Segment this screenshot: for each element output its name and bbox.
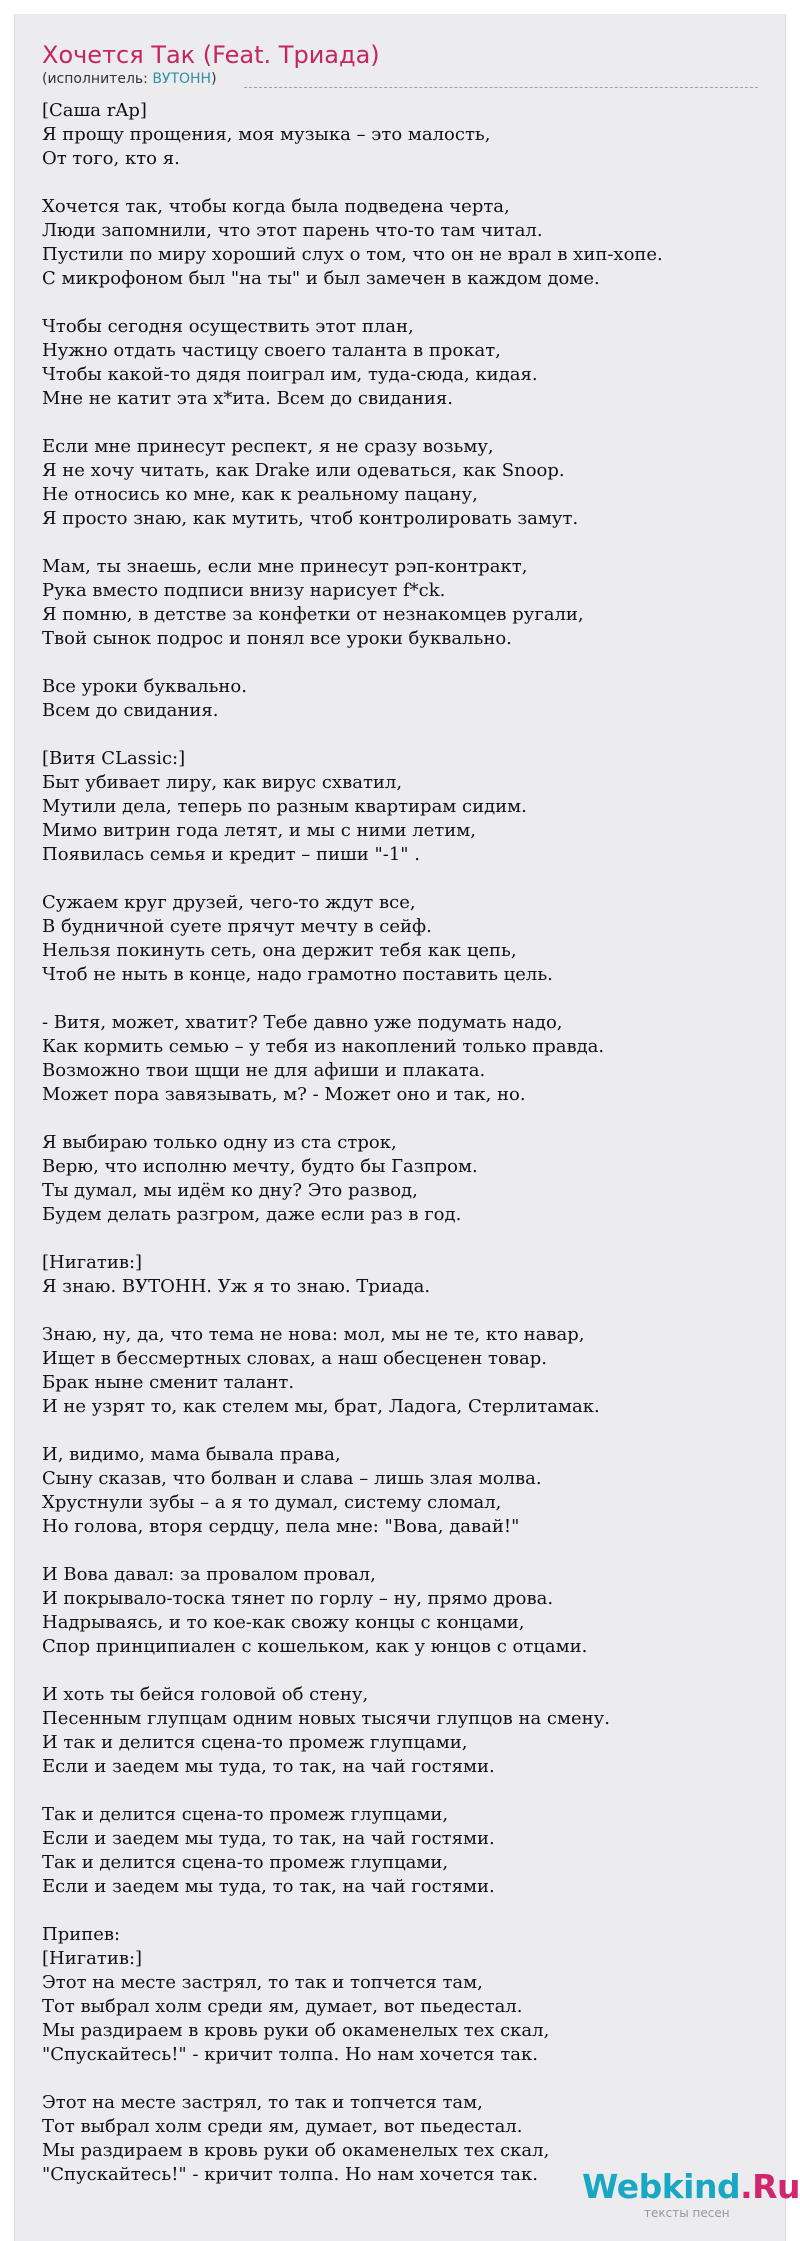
- lyrics-text: [Саша rAp] Я прощу прощения, моя музыка – это малость, От того, кто я. Хочется так, чтобы когда была подведена черта, Люди запомнили, что этот парень что-то там читал. Пустили по миру хороший слух о том, что он не врал в хип-хопе. С микрофоном был "на ты" и был замечен в каждом доме. Чтобы сегодня осуществить этот план, Нужно отдать частицу своего таланта в прокат, Чтобы какой-то дядя поиграл им, туда-сюда, кидая. Мне не катит эта х*ита. Всем до свидания. Если мне принесут респект, я не сразу возьму, Я не хочу читать, как Drake или одеваться, как Snoop. Не относись ко мне, как к реальному пацану, Я просто знаю, как мутить, чтоб контролировать замут. Мам, ты знаешь, если мне принесут рэп-контракт, Рука вместо подписи внизу нарисует f*ck. Я помню, в детстве за конфетки от незнакомцев ругали, Твой сынок подрос и понял все уроки буквально. Все уроки буквально. Всем до свидания. [Витя CLassic:] Быт убивает лиру, как вирус схватил, Мутили дела, теперь по разным квартирам сидим. Мимо витрин года летят, и мы с ними летим, Появилась семья и кредит – пиши "-1" . Сужаем круг друзей, чего-то ждут все, В будничной суете прячут мечту в сейф. Нельзя покинуть сеть, она держит тебя как цепь, Чтоб не ныть в конце, надо грамотно поставить цель. - Витя, может, хватит? Тебе давно уже подумать надо, Как кормить семью – у тебя из накоплений только правда. Возможно твои щщи не для афиши и плаката. Может пора завязывать, м? - Может оно и так, но. Я выбираю только одну из ста строк, Верю, что исполню мечту, будто бы Газпром. Ты думал, мы идём ко дну? Это развод, Будем делать разгром, даже если раз в год. [Нигатив:] Я знаю. ВУТОНН. Уж я то знаю. Триада. Знаю, ну, да, что тема не нова: мол, мы не те, кто навар, Ищет в бессмертных словах, а наш обесценен товар. Брак ныне сменит талант. И не узрят то, как стелем мы, брат, Ладога, Стерлитамак. И, видимо, мама бывала права, Сыну сказав, что болван и слава – лишь злая молва. Хрустнули зубы – а я то думал, систему сломал, Но голова, вторя сердцу, пела мне: "Вова, давай!" И Вова давал: за провалом провал, И покрывало-тоска тянет по горлу – ну, прямо дрова. Надрываясь, и то кое-как свожу концы с концами, Спор принципиален с кошельком, как у юнцов с отцами. И хоть ты бейся головой об стену, Песенным глупцам одним новых тысячи глупцов на смену. И так и делится сцена-то промеж глупцами, Если и заедем мы туда, то так, на чай гостями. Так и делится сцена-то промеж глупцами, Если и заедем мы туда, то так, на чай гостями. Так и делится сцена-то промеж глупцами, Если и заедем мы туда, то так, на чай гостями. Припев: [Нигатив:] Этот на месте застрял, то так и топчется там, Тот выбрал холм среди ям, думает, вот пьедестал. Мы раздираем в кровь руки об окаменелых тех скал, "Спускайтесь!" - кричит толпа. Но нам хочется так. Этот на месте застрял, то так и топчется там, Тот выбрал холм среди ям, думает, вот пьедестал. Мы раздираем в кровь руки об окаменелых тех скал, "Спускайтесь!" - кричит толпа. Но нам хочется так.: [42, 100, 663, 2185]
- artist-link[interactable]: ВУТОНН: [152, 71, 212, 87]
- header-divider: [244, 87, 758, 88]
- performer-suffix: ): [211, 71, 217, 87]
- logo-wordmark-main: Webkind: [582, 2167, 741, 2206]
- performer-prefix: (исполнитель:: [42, 71, 153, 87]
- logo-wordmark: [582, 2168, 800, 2206]
- song-title: Хочется Так (Feat. Триада): [42, 41, 380, 69]
- logo-tagline: тексты песен: [644, 2206, 730, 2220]
- logo-wordmark-domain: .Ru: [740, 2167, 800, 2206]
- performer-line: [42, 70, 217, 88]
- site-logo[interactable]: [582, 2167, 800, 2226]
